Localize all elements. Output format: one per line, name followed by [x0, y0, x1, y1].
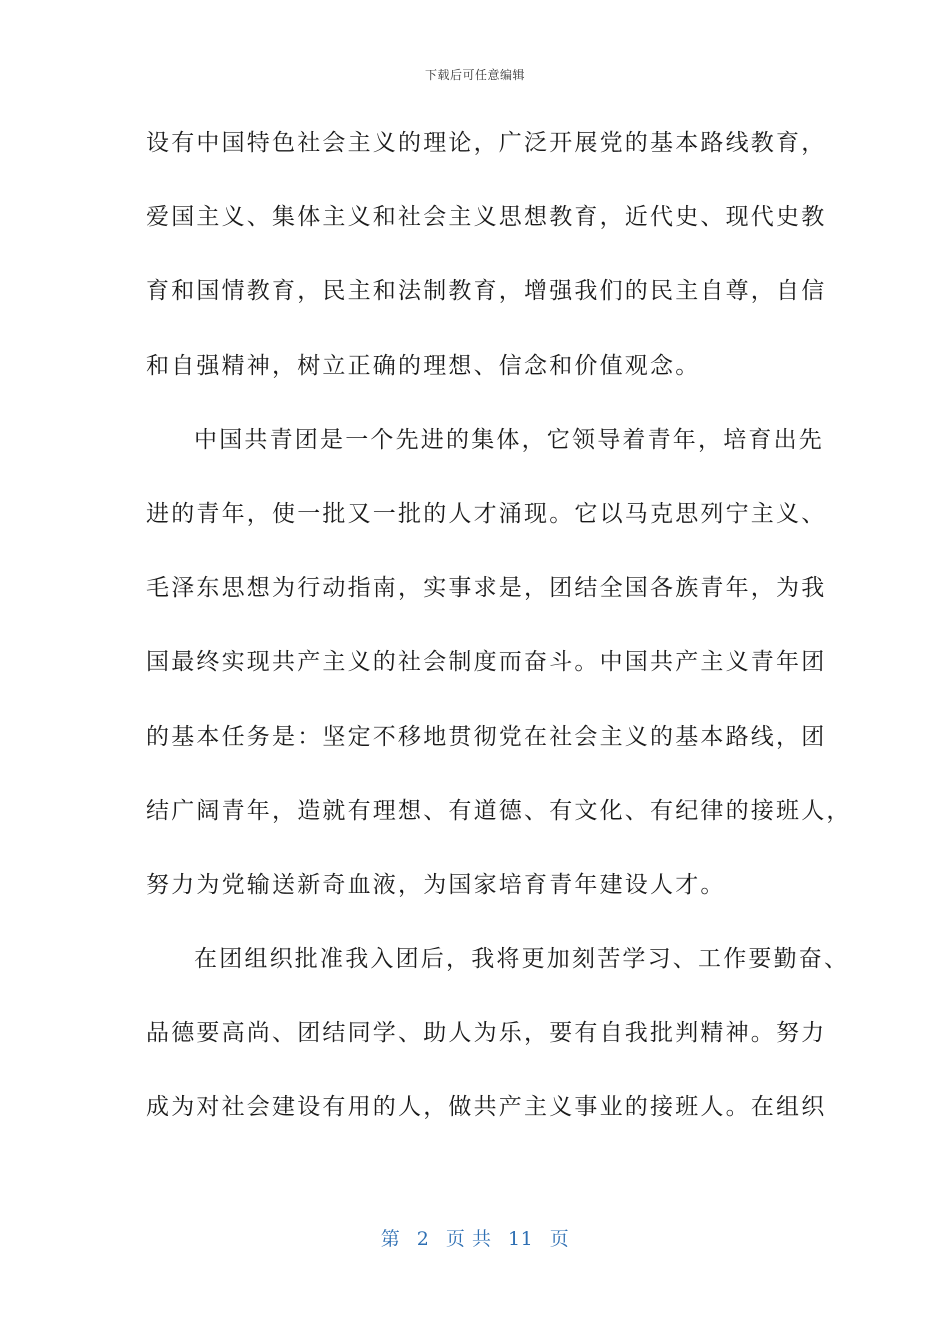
text-line-7: 毛泽东思想为行动指南，实事求是，团结全国各族青年，为我	[146, 575, 827, 602]
footer-prefix: 第	[380, 1228, 401, 1250]
text-line-13: 品德要高尚、团结同学、助人为乐，要有自我批判精神。努力	[146, 1020, 827, 1047]
text-line-2: 爱国主义、集体主义和社会主义思想教育，近代史、现代史教	[146, 204, 827, 231]
footer-current-page: 2	[416, 1228, 430, 1250]
document-body	[146, 118, 852, 1157]
page-header-note: 下载后可任意编辑	[424, 68, 525, 82]
footer-total-pages: 11	[508, 1228, 534, 1250]
text-line-9: 的基本任务是：坚定不移地贯彻党在社会主义的基本路线，团	[146, 723, 827, 750]
text-line-5: 中国共青团是一个先进的集体，它领导着青年，培育出先	[194, 426, 824, 453]
page-number-footer	[0, 1224, 950, 1251]
text-line-11: 努力为党输送新奇血液，为国家培育青年建设人才。	[146, 871, 726, 898]
text-line-10: 结广阔青年，造就有理想、有道德、有文化、有纪律的接班人，	[146, 797, 852, 824]
text-line-8: 国最终实现共产主义的社会制度而奋斗。中国共产主义青年团	[146, 649, 827, 676]
text-line-6: 进的青年，使一批又一批的人才涌现。它以马克思列宁主义、	[146, 500, 827, 527]
text-line-14: 成为对社会建设有用的人，做共产主义事业的接班人。在组织	[146, 1094, 827, 1121]
text-line-12: 在团组织批准我入团后，我将更加刻苦学习、工作要勤奋、	[194, 946, 850, 973]
footer-suffix: 页	[549, 1228, 570, 1250]
text-line-1: 设有中国特色社会主义的理论，广泛开展党的基本路线教育，	[146, 130, 827, 156]
footer-middle: 页 共	[445, 1228, 492, 1250]
text-line-4: 和自强精神，树立正确的理想、信念和价值观念。	[146, 352, 701, 379]
text-line-3: 育和国情教育，民主和法制教育，增强我们的民主自尊，自信	[146, 278, 827, 305]
